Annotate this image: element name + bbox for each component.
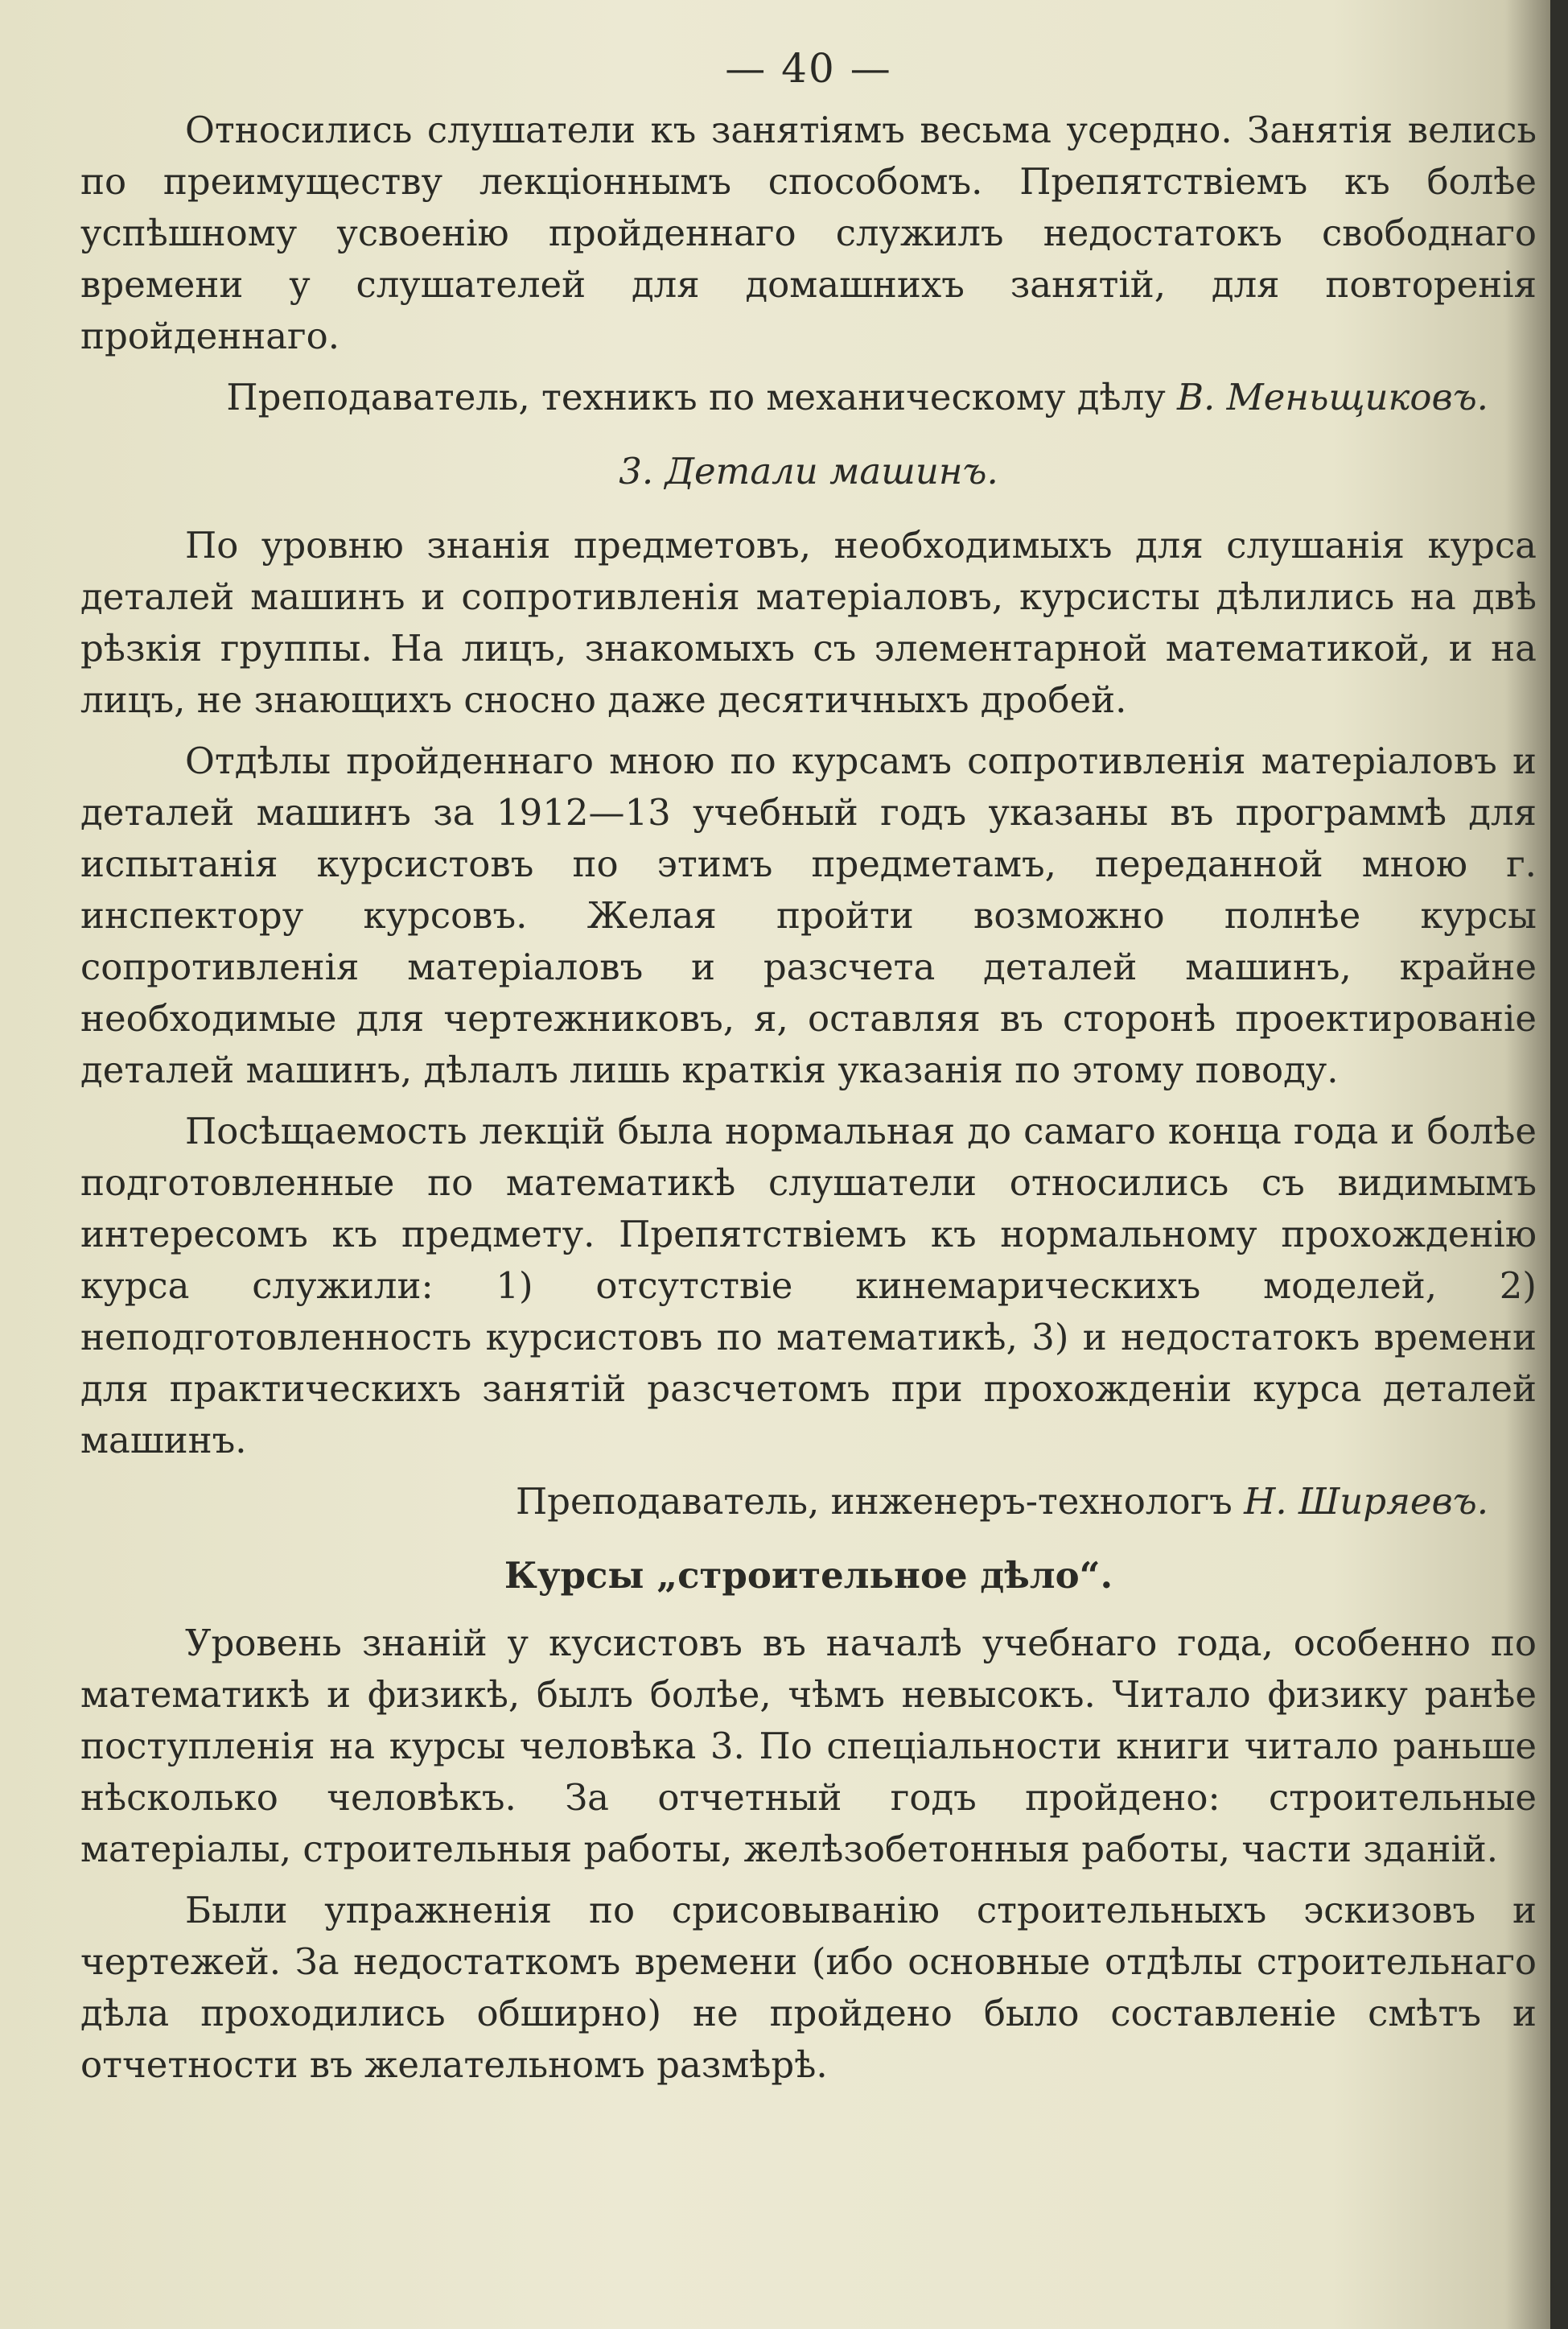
page-text — [80, 32, 1537, 2100]
paragraph: Отдѣлы пройденнаго мною по курсамъ сопротивленія матеріаловъ и деталей машинъ за 1912—13 учебный годъ указаны въ программѣ для испытанія курсистовъ по этимъ предметамъ, переданной мною г. инспектору курсовъ. Желая пройти возможно полнѣе курсы сопротивленія матеріаловъ и разсчета деталей машинъ, крайне необходимые для чертежниковъ, я, оставляя въ сторонѣ проектированіе деталей машинъ, дѣлалъ лишь краткія указанія по этому поводу. — [80, 740, 1537, 1091]
signature-title: Преподаватель, инженеръ-технологъ — [515, 1480, 1233, 1523]
signature-name: В. Меньщиковъ. — [1176, 376, 1488, 418]
paragraph: Были упражненія по срисовыванію строительныхъ эскизовъ и чертежей. За недостаткомъ времени (ибо основные отдѣлы строительнаго дѣла проходились обширно) не пройдено было составленіе смѣтъ и отчетности въ желательномъ размѣрѣ. — [80, 1889, 1537, 2086]
paragraph: Посѣщаемость лекцій была нормальная до самаго конца года и болѣе подготовленные по математикѣ слушатели относились съ видимымъ интересомъ къ предмету. Препятствіемъ къ нормальному прохожденію курса служили: 1) отсутствіе кинемарическихъ моделей, 2) неподготовленность курсистовъ по математикѣ, 3) и недостатокъ времени для практическихъ занятій разсчетомъ при прохожденіи курса деталей машинъ. — [80, 1110, 1537, 1461]
book-spine-shadow — [1550, 0, 1568, 2329]
signature-name: Н. Ширяевъ. — [1244, 1480, 1488, 1523]
signature-shiryaev — [80, 1476, 1488, 1527]
section-title: 3. Детали машинъ. — [619, 450, 998, 493]
paragraph: Уровень знаній у кусистовъ въ началѣ учебнаго года, особенно по математикѣ и физикѣ, былъ болѣе, чѣмъ невысокъ. Читало физику ранѣе поступленія на курсы человѣка 3. По спеціальности книги читало раньше нѣсколько человѣкъ. За отчетный годъ пройдено: строительные матеріалы, строительныя работы, желѣзобетонныя работы, части зданій. — [80, 1622, 1537, 1870]
paragraph: По уровню знанія предметовъ, необходимыхъ для слушанія курса деталей машинъ и сопротивленія матеріаловъ, курсисты дѣлились на двѣ рѣзкія группы. На лицъ, знакомыхъ съ элементарной математикой, и на лицъ, не знающихъ сносно даже десятичныхъ дробей. — [80, 524, 1537, 721]
signature-title: Преподаватель, техникъ по механическому дѣлу — [226, 376, 1166, 418]
course-title: Курсы „строительное дѣло“. — [504, 1554, 1113, 1597]
paragraph: Относились слушатели къ занятіямъ весьма усердно. Занятія велись по преимуществу лекціоннымъ способомъ. Препятствіемъ къ болѣе успѣшному усвоенію пройденнаго служилъ недостатокъ свободнаго времени у слушателей для домашнихъ занятій, для повторенія пройденнаго. — [80, 109, 1537, 357]
page-number: — 40 — — [725, 45, 892, 92]
signature-menshchikov — [80, 372, 1488, 423]
